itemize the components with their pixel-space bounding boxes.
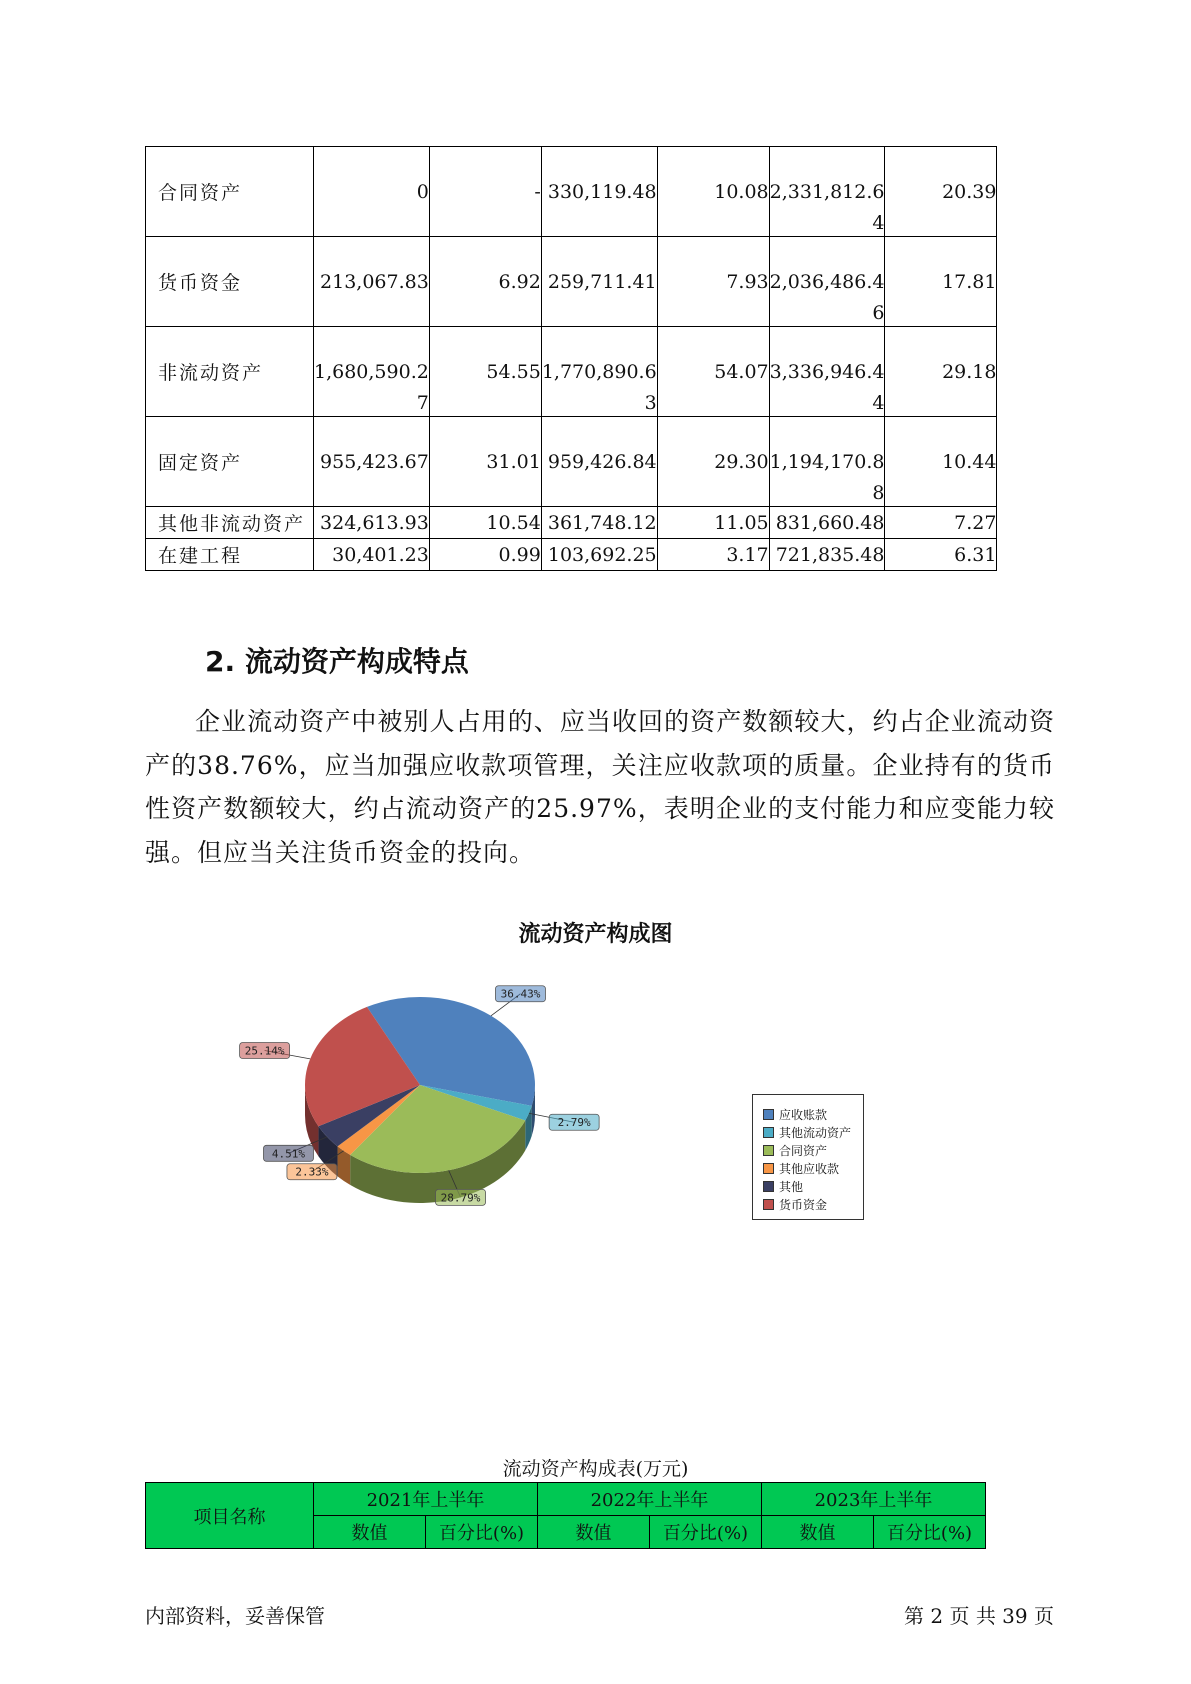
table-row <box>146 539 997 571</box>
cell: 361,748.12 <box>541 507 657 539</box>
cell: 10.54 <box>429 507 541 539</box>
data-label: 2.33% <box>295 1165 329 1179</box>
data-label: 4.51% <box>271 1147 306 1161</box>
cell-line-2: 4 <box>872 392 885 414</box>
cell: - <box>429 147 541 237</box>
body-paragraph: 企业流动资产中被别人占用的、应当收回的资产数额较大，约占企业流动资产的38.76%，应当加强应收款项管理，关注应收款项的质量。企业持有的货币性资产数额较大，约占流动资产的25.97%，表明企业的支付能力和应变能力较强。但应当关注货币资金的投向。 <box>145 707 1055 867</box>
cell <box>769 417 885 507</box>
section-heading: 2. 流动资产构成特点 <box>205 645 469 678</box>
cell-line-1: 1,770,890.6 <box>541 360 657 383</box>
cell-line-1: 1,680,590.2 <box>314 360 429 383</box>
legend-item <box>753 1177 863 1195</box>
pie-slices <box>305 997 535 1203</box>
row-label: 其他非流动资产 <box>146 507 314 539</box>
cell: 29.18 <box>885 327 997 417</box>
cell: 30,401.23 <box>314 539 430 571</box>
legend-label: 其他 <box>779 1179 804 1194</box>
cell: 10.08 <box>657 147 769 237</box>
cell <box>314 327 430 417</box>
table-row <box>146 507 997 539</box>
cell: 831,660.48 <box>769 507 885 539</box>
legend-item <box>753 1159 863 1177</box>
table-caption: 流动资产构成表(万元) <box>502 1458 689 1480</box>
header-item: 项目名称 <box>146 1483 314 1549</box>
legend-swatch <box>763 1163 774 1174</box>
data-label: 2.79% <box>557 1116 591 1130</box>
cell-line-1: 3,336,946.4 <box>769 360 885 383</box>
footer-note: 内部资料，妥善保管 <box>145 1604 325 1628</box>
cell <box>541 327 657 417</box>
cell-line-2: 8 <box>872 482 885 504</box>
header-pct: 百分比(%) <box>650 1516 762 1549</box>
cell: 31.01 <box>429 417 541 507</box>
table-header-row <box>146 1483 986 1516</box>
composition-table <box>145 1482 986 1549</box>
cell: 103,692.25 <box>541 539 657 571</box>
cell: 7.27 <box>885 507 997 539</box>
cell: 0.99 <box>429 539 541 571</box>
row-label: 固定资产 <box>146 417 314 507</box>
legend-swatch <box>763 1181 774 1192</box>
cell-line-1: 2,036,486.4 <box>769 270 885 293</box>
cell: 54.07 <box>657 327 769 417</box>
legend-item <box>753 1141 863 1159</box>
header-value: 数值 <box>538 1516 650 1549</box>
cell: 959,426.84 <box>541 417 657 507</box>
cell-line-2: 6 <box>872 302 885 324</box>
cell: 6.31 <box>885 539 997 571</box>
cell-line-2: 3 <box>644 392 657 414</box>
cell-line-2: 4 <box>872 212 885 234</box>
cell: 213,067.83 <box>314 237 430 327</box>
cell: 324,613.93 <box>314 507 430 539</box>
cell: 10.44 <box>885 417 997 507</box>
cell <box>769 147 885 237</box>
cell: 54.55 <box>429 327 541 417</box>
table-row <box>146 147 997 237</box>
legend-label: 其他流动资产 <box>779 1125 852 1140</box>
page-number: 第 2 页 共 39 页 <box>904 1604 1054 1628</box>
header-value: 数值 <box>762 1516 874 1549</box>
header-pct: 百分比(%) <box>874 1516 986 1549</box>
data-label: 36.43% <box>500 987 541 1001</box>
header-pct: 百分比(%) <box>426 1516 538 1549</box>
table-row <box>146 327 997 417</box>
legend-label: 合同资产 <box>779 1143 828 1158</box>
cell-line-1: 2,331,812.6 <box>769 180 885 203</box>
cell: 0 <box>314 147 430 237</box>
legend-label: 其他应收款 <box>779 1161 840 1176</box>
legend-swatch <box>763 1199 774 1210</box>
row-label: 货币资金 <box>146 237 314 327</box>
legend-item <box>753 1123 863 1141</box>
table-row <box>146 237 997 327</box>
cell: 955,423.67 <box>314 417 430 507</box>
chart-legend <box>752 1094 864 1220</box>
cell: 20.39 <box>885 147 997 237</box>
legend-label: 货币资金 <box>779 1197 828 1212</box>
cell: 29.30 <box>657 417 769 507</box>
table-row <box>146 417 997 507</box>
data-label: 25.14% <box>244 1044 285 1058</box>
pie-chart <box>230 975 650 1215</box>
cell: 6.92 <box>429 237 541 327</box>
row-label: 在建工程 <box>146 539 314 571</box>
row-label: 合同资产 <box>146 147 314 237</box>
data-label: 28.79% <box>440 1191 481 1205</box>
header-year: 2021年上半年 <box>314 1483 538 1516</box>
legend-swatch <box>763 1127 774 1138</box>
header-value: 数值 <box>314 1516 426 1549</box>
cell: 3.17 <box>657 539 769 571</box>
cell <box>769 237 885 327</box>
legend-item <box>753 1105 863 1123</box>
cell-line-2: 7 <box>416 392 429 414</box>
header-year: 2023年上半年 <box>762 1483 986 1516</box>
cell <box>769 327 885 417</box>
cell: 330,119.48 <box>541 147 657 237</box>
cell: 259,711.41 <box>541 237 657 327</box>
legend-swatch <box>763 1145 774 1156</box>
header-year: 2022年上半年 <box>538 1483 762 1516</box>
chart-title: 流动资产构成图 <box>518 922 673 947</box>
asset-table <box>145 146 997 571</box>
legend-item <box>753 1195 863 1213</box>
legend-swatch <box>763 1109 774 1120</box>
cell-line-1: 1,194,170.8 <box>769 450 885 473</box>
cell: 721,835.48 <box>769 539 885 571</box>
legend-label: 应收账款 <box>779 1107 828 1122</box>
cell: 7.93 <box>657 237 769 327</box>
cell: 11.05 <box>657 507 769 539</box>
row-label: 非流动资产 <box>146 327 314 417</box>
cell: 17.81 <box>885 237 997 327</box>
